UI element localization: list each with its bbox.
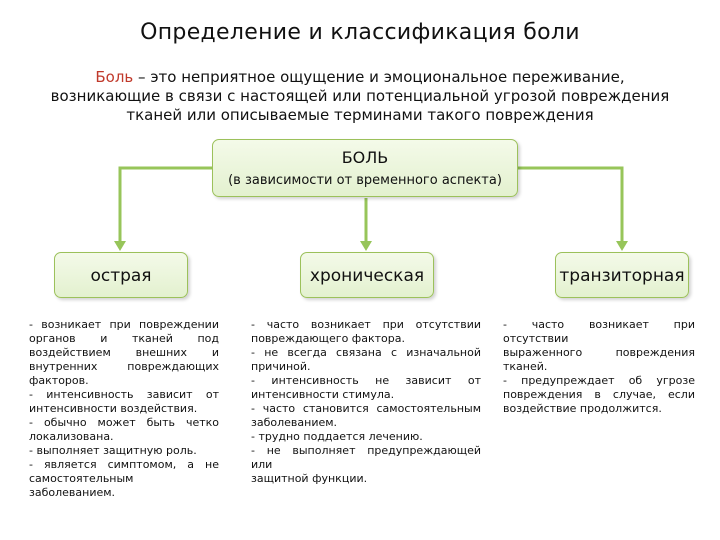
- description-line: - является симптомом, а не: [29, 458, 219, 471]
- category-label-chronic: хроническая: [309, 266, 425, 286]
- description-line: - часто возникает при отсутствии: [503, 318, 695, 345]
- description-line: защитной функции.: [251, 472, 368, 485]
- category-node-transitory: [555, 252, 689, 298]
- description-line: выраженного повреждения: [503, 346, 695, 359]
- description-line: внутренних повреждающих: [29, 360, 219, 373]
- page-title: Определение и классификация боли: [140, 20, 580, 45]
- connector-left: [120, 168, 212, 244]
- description-line: - трудно поддается лечению.: [251, 430, 423, 443]
- description-line: локализована.: [29, 430, 114, 443]
- description-line: заболеванием.: [251, 416, 338, 429]
- definition-text: – это неприятное ощущение и эмоциональное переживание, возникающие в связи с настоящей или потенциальной угрозой повреждения тканей или описываемые терминами такого повреждения: [50, 68, 670, 124]
- description-line: самостоятельным заболеванием.: [29, 472, 134, 499]
- description-line: - часто становится самостоятельным: [251, 402, 481, 415]
- category-node-chronic: [300, 252, 434, 298]
- description-line: факторов.: [29, 374, 89, 387]
- description-line: - интенсивность зависит от: [29, 388, 219, 401]
- description-line: - выполняет защитную роль.: [29, 444, 197, 457]
- description-line: - не выполняет предупреждающей или: [251, 444, 481, 471]
- description-line: - не всегда связана с изначальной: [251, 346, 481, 359]
- description-line: причиной.: [251, 360, 311, 373]
- arrowhead-middle: [360, 241, 372, 251]
- chronic-description: [251, 318, 481, 486]
- description-line: воздействие продолжится.: [503, 402, 662, 415]
- arrowhead-left: [114, 241, 126, 251]
- category-label-acute: острая: [90, 266, 152, 286]
- description-line: - часто возникает при отсутствии: [251, 318, 481, 331]
- description-line: - интенсивность не зависит от: [251, 374, 481, 387]
- description-line: повреждения в случае, если: [503, 388, 695, 401]
- description-line: интенсивности воздействия.: [29, 402, 198, 415]
- description-line: повреждающего фактора.: [251, 332, 405, 345]
- category-node-acute: [54, 252, 188, 298]
- root-node-pain: [212, 139, 518, 197]
- description-line: интенсивности стимула.: [251, 388, 395, 401]
- description-line: - возникает при повреждении: [29, 318, 219, 331]
- arrowhead-right: [616, 241, 628, 251]
- root-subtitle: (в зависимости от временного аспекта): [228, 173, 502, 188]
- definition-term: Боль: [95, 68, 134, 86]
- description-line: - предупреждает об угрозе: [503, 374, 695, 387]
- description-line: тканей.: [503, 360, 548, 373]
- category-label-transitory: транзиторная: [559, 266, 685, 286]
- description-line: органов и тканей под: [29, 332, 219, 345]
- root-title: БОЛЬ: [341, 148, 389, 167]
- transitory-description: [503, 318, 695, 416]
- description-line: - обычно может быть четко: [29, 416, 219, 429]
- connector-right: [518, 168, 622, 244]
- acute-description: [29, 318, 219, 500]
- description-line: воздействием внешних и: [29, 346, 219, 359]
